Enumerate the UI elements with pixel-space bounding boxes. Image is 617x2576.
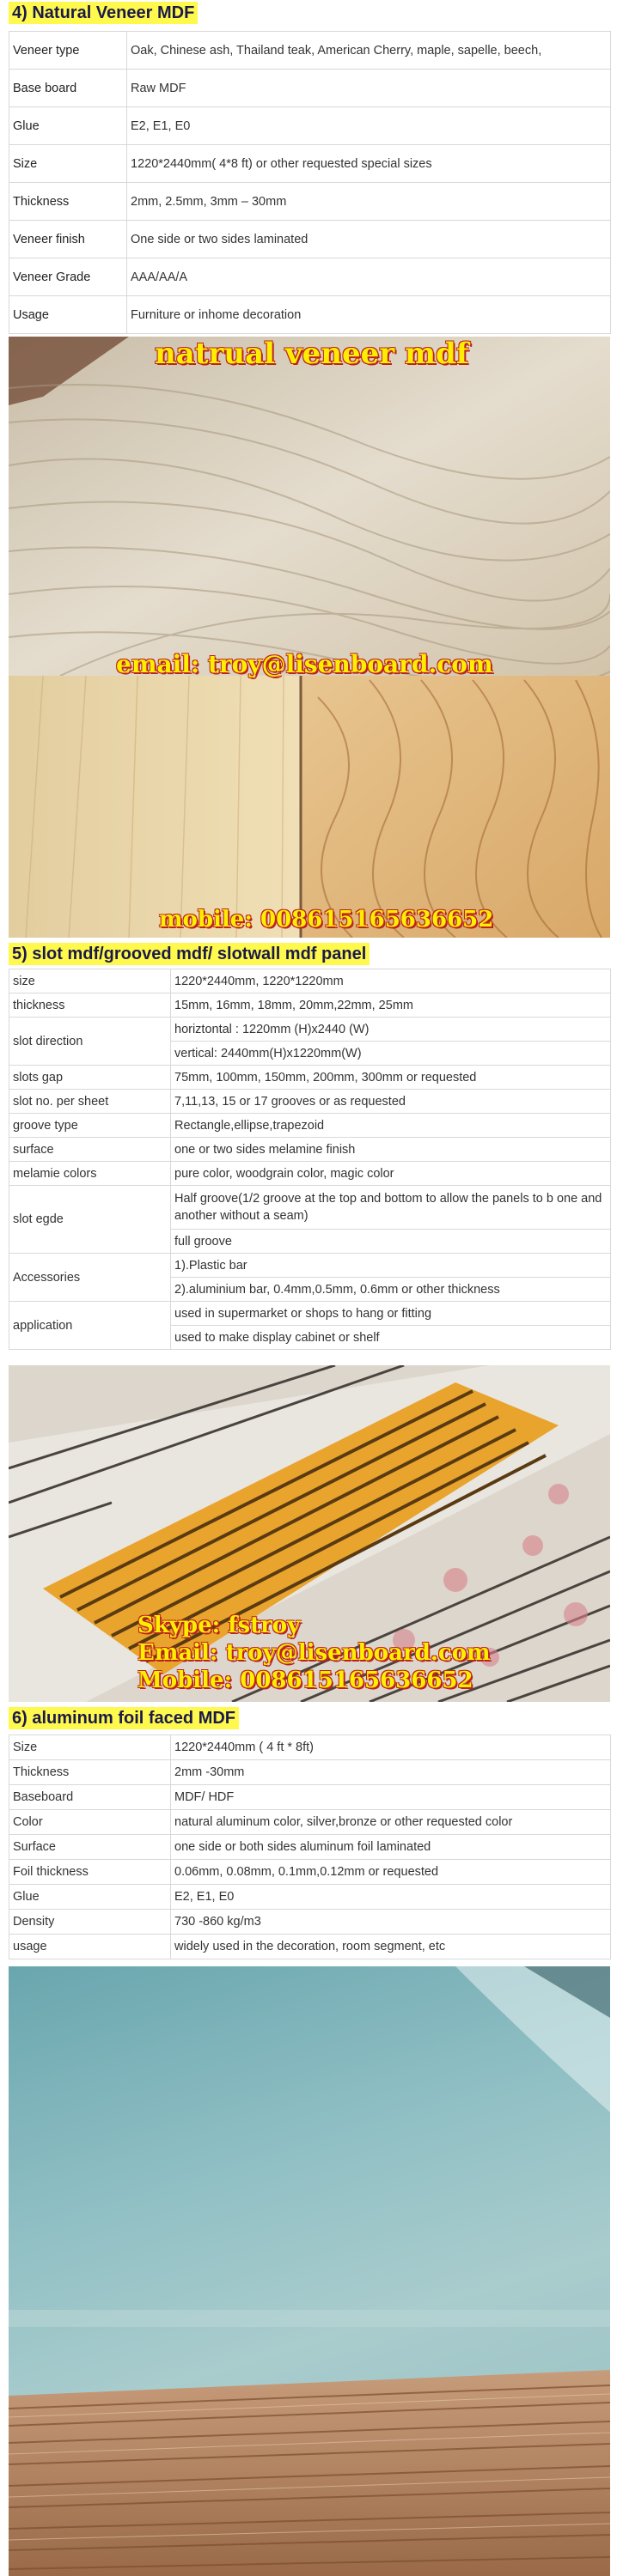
photo-caption-title: natrual veneer mdf [155, 337, 469, 371]
section4-title: 4) Natural Veneer MDF [9, 2, 198, 24]
table-row: Density 730 -860 kg/m3 [9, 1910, 611, 1935]
table-row: Foil thickness 0.06mm, 0.08mm, 0.1mm,0.12mm or requested [9, 1860, 611, 1885]
table-row: slot direction horiztontal : 1220mm (H)x2440 (W) [9, 1018, 611, 1042]
table-row: Size 1220*2440mm ( 4 ft * 8ft) [9, 1735, 611, 1760]
table-row: Accessories 1).Plastic bar [9, 1254, 611, 1278]
table-row: application used in supermarket or shops to hang or fitting [9, 1302, 611, 1326]
table-row: thickness 15mm, 16mm, 18mm, 20mm,22mm, 25mm [9, 993, 611, 1018]
photo-caption-email: email: troy@lisenboard.com [116, 650, 493, 678]
table-row: Thickness 2mm, 2.5mm, 3mm – 30mm [9, 183, 611, 221]
table-row: Thickness 2mm -30mm [9, 1760, 611, 1785]
photo-caption-email: Email: troy@lisenboard.com [137, 1640, 491, 1666]
table-row: surface one or two sides melamine finish [9, 1138, 611, 1162]
table-row: Veneer Grade AAA/AA/A [9, 258, 611, 296]
slot-mdf-photo [9, 1365, 610, 1702]
veneer-spec-table [9, 31, 611, 334]
table-row: size 1220*2440mm, 1220*1220mm [9, 969, 611, 993]
table-row: full groove [9, 1230, 611, 1254]
table-row: 2).aluminium bar, 0.4mm,0.5mm, 0.6mm or other thickness [9, 1278, 611, 1302]
photo-caption-skype: Skype: fstroy [137, 1613, 301, 1638]
aluminum-foil-mdf-photo [9, 1966, 610, 2576]
table-row: slot no. per sheet 7,11,13, 15 or 17 grooves or as requested [9, 1090, 611, 1114]
table-row: Usage Furniture or inhome decoration [9, 296, 611, 334]
table-row: groove type Rectangle,ellipse,trapezoid [9, 1114, 611, 1138]
table-row: Veneer finish One side or two sides laminated [9, 221, 611, 258]
table-row: Color natural aluminum color, silver,bronze or other requested color [9, 1810, 611, 1835]
table-row: usage widely used in the decoration, room segment, etc [9, 1935, 611, 1959]
table-row: used to make display cabinet or shelf [9, 1326, 611, 1350]
table-row: Surface one side or both sides aluminum foil laminated [9, 1835, 611, 1860]
table-row: Glue E2, E1, E0 [9, 107, 611, 145]
veneer-mdf-photo [9, 337, 610, 938]
table-row: Glue E2, E1, E0 [9, 1885, 611, 1910]
aluminum-mdf-spec-table [9, 1735, 611, 1959]
section5-title: 5) slot mdf/grooved mdf/ slotwall mdf panel [9, 943, 370, 965]
slot-mdf-spec-table [9, 969, 611, 1350]
table-row: vertical: 2440mm(H)x1220mm(W) [9, 1042, 611, 1066]
photo-caption-mobile: mobile: 008615165636652 [159, 907, 494, 933]
table-row: Base board Raw MDF [9, 70, 611, 107]
photo-caption-mobile: Mobile: 008615165636652 [137, 1668, 473, 1693]
table-row: slot egde Half groove(1/2 groove at the top and bottom to allow the panels to b one and another without a seam) [9, 1186, 611, 1230]
table-row: Baseboard MDF/ HDF [9, 1785, 611, 1810]
table-row: melamie colors pure color, woodgrain color, magic color [9, 1162, 611, 1186]
section6-title: 6) aluminum foil faced MDF [9, 1707, 239, 1729]
table-row: slots gap 75mm, 100mm, 150mm, 200mm, 300mm or requested [9, 1066, 611, 1090]
table-row: Veneer type Oak, Chinese ash, Thailand teak, American Cherry, maple, sapelle, beech, [9, 32, 611, 70]
table-row: Size 1220*2440mm( 4*8 ft) or other requested special sizes [9, 145, 611, 183]
